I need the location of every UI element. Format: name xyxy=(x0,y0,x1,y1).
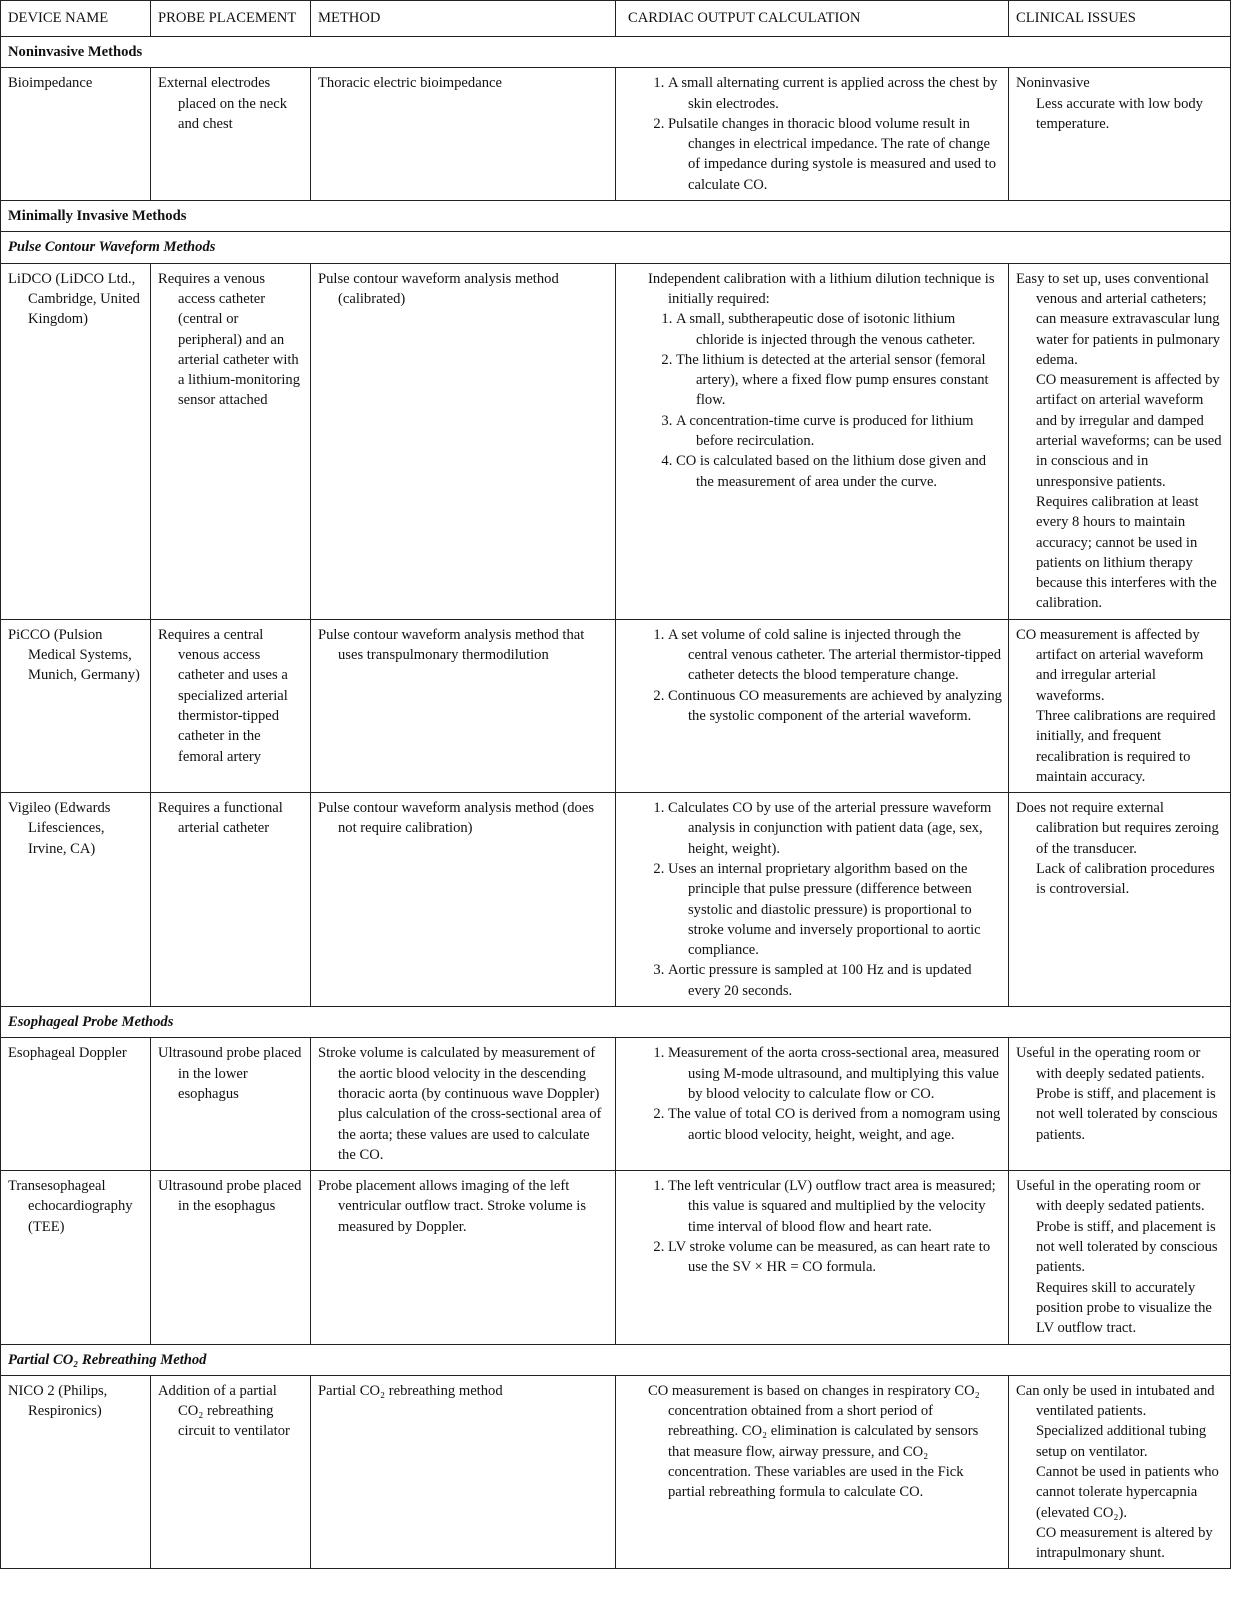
calculation-step: 3. Aortic pressure is sampled at 100 Hz and is updated every 20 seconds. xyxy=(668,960,1003,1001)
section-header-row xyxy=(1,1344,1231,1375)
method-cell xyxy=(311,619,616,792)
clinical-issue: Noninvasive xyxy=(1016,75,1090,92)
method-cell xyxy=(311,1375,616,1569)
cardiac-output-calculation-cell xyxy=(616,1375,1009,1569)
probe-placement: Requires a functional arterial catheter xyxy=(158,800,283,837)
clinical-issue: Probe is stiff, and placement is not well tolerated by conscious patients. xyxy=(1036,1085,1218,1143)
probe-placement-cell xyxy=(151,1375,311,1569)
cardiac-output-calculation-cell xyxy=(616,68,1009,201)
calculation-step: 1. A small alternating current is applied across the chest by skin electrodes. xyxy=(668,73,1003,114)
device-name: PiCCO (Pulsion Medical Systems, Munich, Germany) xyxy=(8,626,140,684)
method: Pulse contour waveform analysis method that uses transpulmonary thermodilution xyxy=(318,626,585,664)
calculation-step: 1. Calculates CO by use of the arterial pressure waveform analysis in conjunction with patient data (age, sex, height, weight). xyxy=(668,798,1003,859)
probe-placement-cell xyxy=(151,263,311,619)
cardiac-output-calculation-cell xyxy=(616,1171,1009,1344)
section-header-row xyxy=(1,1007,1231,1038)
section-title: Esophageal Probe Methods xyxy=(1,1007,1231,1038)
clinical-issue: Cannot be used in patients who cannot tolerate hypercapnia (elevated CO₂). xyxy=(1036,1464,1219,1521)
device-name-cell xyxy=(1,263,151,619)
clinical-issue: Specialized additional tubing setup on ventilator. xyxy=(1036,1423,1207,1460)
cardiac-output-calculation-cell xyxy=(616,793,1009,1007)
method: Pulse contour waveform analysis method (calibrated) xyxy=(318,270,559,307)
calculation-steps xyxy=(630,625,1003,726)
clinical-issue: Requires calibration at least every 8 hours to maintain accuracy; cannot be used in patients on lithium therapy because this interferes with the calibration. xyxy=(1036,493,1217,612)
device-name: NICO 2 (Philips, Respironics) xyxy=(8,1382,108,1420)
device-name-cell xyxy=(1,1038,151,1171)
device-name-cell xyxy=(1,1375,151,1569)
table-row xyxy=(1,1038,1231,1171)
section-header-row xyxy=(1,201,1231,232)
header-probe-placement: PROBE PLACEMENT xyxy=(151,1,311,37)
calculation-steps xyxy=(630,309,1003,492)
calculation-step: 1. Measurement of the aorta cross-sectional area, measured using M-mode ultrasound, and multiplying this value by blood velocity to calculate flow or CO. xyxy=(668,1043,1003,1104)
clinical-issue: CO measurement is affected by artifact on arterial waveform and irregular arterial waveforms. xyxy=(1016,626,1204,704)
method: Probe placement allows imaging of the left ventricular outflow tract. Stroke volume is measured by Doppler. xyxy=(318,1178,587,1235)
table-row xyxy=(1,68,1231,201)
device-name: Esophageal Doppler xyxy=(8,1045,127,1062)
section-title: Pulse Contour Waveform Methods xyxy=(1,232,1231,263)
calculation-step: 4. CO is calculated based on the lithium dose given and the measurement of area under the curve. xyxy=(676,451,1003,492)
clinical-issue: Three calibrations are required initially, and frequent recalibration is required to maintain accuracy. xyxy=(1036,707,1216,785)
clinical-issue: Useful in the operating room or with deeply sedated patients. xyxy=(1016,1178,1205,1215)
header-clinical-issues: CLINICAL ISSUES xyxy=(1009,1,1231,37)
probe-placement-cell xyxy=(151,68,311,201)
cardiac-output-calculation-cell xyxy=(616,619,1009,792)
clinical-issue: Useful in the operating room or with deeply sedated patients. xyxy=(1016,1045,1205,1082)
cardiac-output-calculation-cell xyxy=(616,1038,1009,1171)
calculation-step: 2. The lithium is detected at the arterial sensor (femoral artery), where a fixed flow pump ensures constant flow. xyxy=(676,350,1003,411)
table-row xyxy=(1,1375,1231,1569)
header-device-name: DEVICE NAME xyxy=(1,1,151,37)
calculation-step: 1. A small, subtherapeutic dose of isotonic lithium chloride is injected through the venous catheter. xyxy=(676,309,1003,350)
device-name-cell xyxy=(1,68,151,201)
probe-placement-cell xyxy=(151,619,311,792)
clinical-issues-cell xyxy=(1009,619,1231,792)
section-title: Noninvasive Methods xyxy=(1,37,1231,68)
method-cell xyxy=(311,1038,616,1171)
section-header-row xyxy=(1,232,1231,263)
calculation-step: 1. A set volume of cold saline is injected through the central venous catheter. The arterial thermistor-tipped catheter detects the blood temperature change. xyxy=(668,625,1003,686)
clinical-issues-cell xyxy=(1009,68,1231,201)
probe-placement: Requires a central venous access catheter and uses a specialized arterial thermistor-tipped catheter in the femoral artery xyxy=(158,626,288,765)
method-cell xyxy=(311,68,616,201)
method-cell xyxy=(311,793,616,1007)
table-row xyxy=(1,1171,1231,1344)
header-method: METHOD xyxy=(311,1,616,37)
clinical-issue: Lack of calibration procedures is controversial. xyxy=(1036,860,1215,898)
calculation-step: 2. Uses an internal proprietary algorithm based on the principle that pulse pressure (difference between systolic and diastolic pressure) is proportional to stroke volume and inversely proportional to aortic compliance. xyxy=(668,859,1003,960)
calculation-step: 2. The value of total CO is derived from a nomogram using aortic blood velocity, height, weight, and age. xyxy=(668,1104,1003,1145)
clinical-issue: Requires skill to accurately position probe to visualize the LV outflow tract. xyxy=(1036,1279,1212,1337)
calculation-steps xyxy=(630,1176,1003,1277)
device-name: Transesophageal echocardiography (TEE) xyxy=(8,1178,133,1235)
probe-placement: Addition of a partial CO₂ rebreathing circuit to ventilator xyxy=(158,1382,290,1440)
probe-placement: Ultrasound probe placed in the lower esophagus xyxy=(158,1045,302,1102)
method: Stroke volume is calculated by measurement of the aortic blood velocity in the descending thoracic aorta (by continuous wave Doppler) plus calculation of the cross-sectional area of the aorta; these values are used to calculate the CO. xyxy=(318,1045,602,1163)
clinical-issue: Less accurate with low body temperature. xyxy=(1036,95,1203,132)
probe-placement-cell xyxy=(151,793,311,1007)
calculation-steps xyxy=(630,1043,1003,1144)
calculation-step: 2. LV stroke volume can be measured, as can heart rate to use the SV × HR = CO formula. xyxy=(668,1237,1003,1278)
table-row xyxy=(1,793,1231,1007)
table-row xyxy=(1,263,1231,619)
clinical-issues-cell xyxy=(1009,263,1231,619)
probe-placement: External electrodes placed on the neck and chest xyxy=(158,75,287,132)
calculation-step: 2. Continuous CO measurements are achieved by analyzing the systolic component of the arterial waveform. xyxy=(668,686,1003,727)
clinical-issue: Does not require external calibration but requires zeroing of the transducer. xyxy=(1016,800,1219,857)
header-cardiac-output-calculation: CARDIAC OUTPUT CALCULATION xyxy=(616,1,1009,37)
clinical-issue: Easy to set up, uses conventional venous and arterial catheters; can measure extravascular lung water for patients in pulmonary edema. xyxy=(1016,270,1220,368)
method-cell xyxy=(311,263,616,619)
probe-placement: Requires a venous access catheter (central or peripheral) and an arterial catheter with a lithium-monitoring sensor attached xyxy=(158,270,301,409)
calculation-steps xyxy=(630,798,1003,1001)
device-name: Bioimpedance xyxy=(8,75,93,92)
device-name-cell xyxy=(1,1171,151,1344)
clinical-issues-cell xyxy=(1009,1375,1231,1569)
device-name: LiDCO (LiDCO Ltd., Cambridge, United Kingdom) xyxy=(8,270,140,328)
device-name-cell xyxy=(1,793,151,1007)
section-title: Partial CO₂ Rebreathing Method xyxy=(1,1344,1231,1375)
clinical-issues-cell xyxy=(1009,1038,1231,1171)
calculation-step: 3. A concentration-time curve is produced for lithium before recirculation. xyxy=(676,411,1003,452)
calculation-intro: Independent calibration with a lithium dilution technique is initially required: xyxy=(648,270,995,307)
clinical-issue: Can only be used in intubated and ventilated patients. xyxy=(1016,1382,1215,1420)
table-row xyxy=(1,619,1231,792)
device-name: Vigileo (Edwards Lifesciences, Irvine, CA) xyxy=(8,800,111,857)
clinical-issue: Probe is stiff, and placement is not well tolerated by conscious patients. xyxy=(1036,1218,1218,1276)
probe-placement: Ultrasound probe placed in the esophagus xyxy=(158,1178,302,1215)
method-cell xyxy=(311,1171,616,1344)
method: Pulse contour waveform analysis method (does not require calibration) xyxy=(318,800,595,837)
clinical-issues-cell xyxy=(1009,1171,1231,1344)
device-name-cell xyxy=(1,619,151,792)
calculation-steps xyxy=(630,73,1003,195)
calculation-intro: CO measurement is based on changes in respiratory CO₂ concentration obtained from a short period of rebreathing. CO₂ elimination is calculated by sensors that measure flow, airway pressure, and CO₂ concentration. These variables are used in the Fick partial rebreathing formula to calculate CO. xyxy=(648,1382,980,1501)
method: Partial CO₂ rebreathing method xyxy=(318,1382,503,1399)
clinical-issues-cell xyxy=(1009,793,1231,1007)
section-title: Minimally Invasive Methods xyxy=(1,201,1231,232)
header-row xyxy=(1,1,1231,37)
cardiac-output-calculation-cell xyxy=(616,263,1009,619)
method: Thoracic electric bioimpedance xyxy=(318,75,502,92)
probe-placement-cell xyxy=(151,1038,311,1171)
calculation-step: 2. Pulsatile changes in thoracic blood volume result in changes in electrical impedance. The rate of change of impedance during systole is measured and used to calculate CO. xyxy=(668,114,1003,195)
calculation-step: 1. The left ventricular (LV) outflow tract area is measured; this value is squared and multiplied by the velocity time interval of blood flow and heart rate. xyxy=(668,1176,1003,1237)
clinical-issue: CO measurement is altered by intrapulmonary shunt. xyxy=(1036,1524,1213,1562)
section-header-row xyxy=(1,37,1231,68)
probe-placement-cell xyxy=(151,1171,311,1344)
clinical-issue: CO measurement is affected by artifact on arterial waveform and by irregular and damped arterial waveforms; can be used in conscious and in unresponsive patients. xyxy=(1036,372,1222,490)
